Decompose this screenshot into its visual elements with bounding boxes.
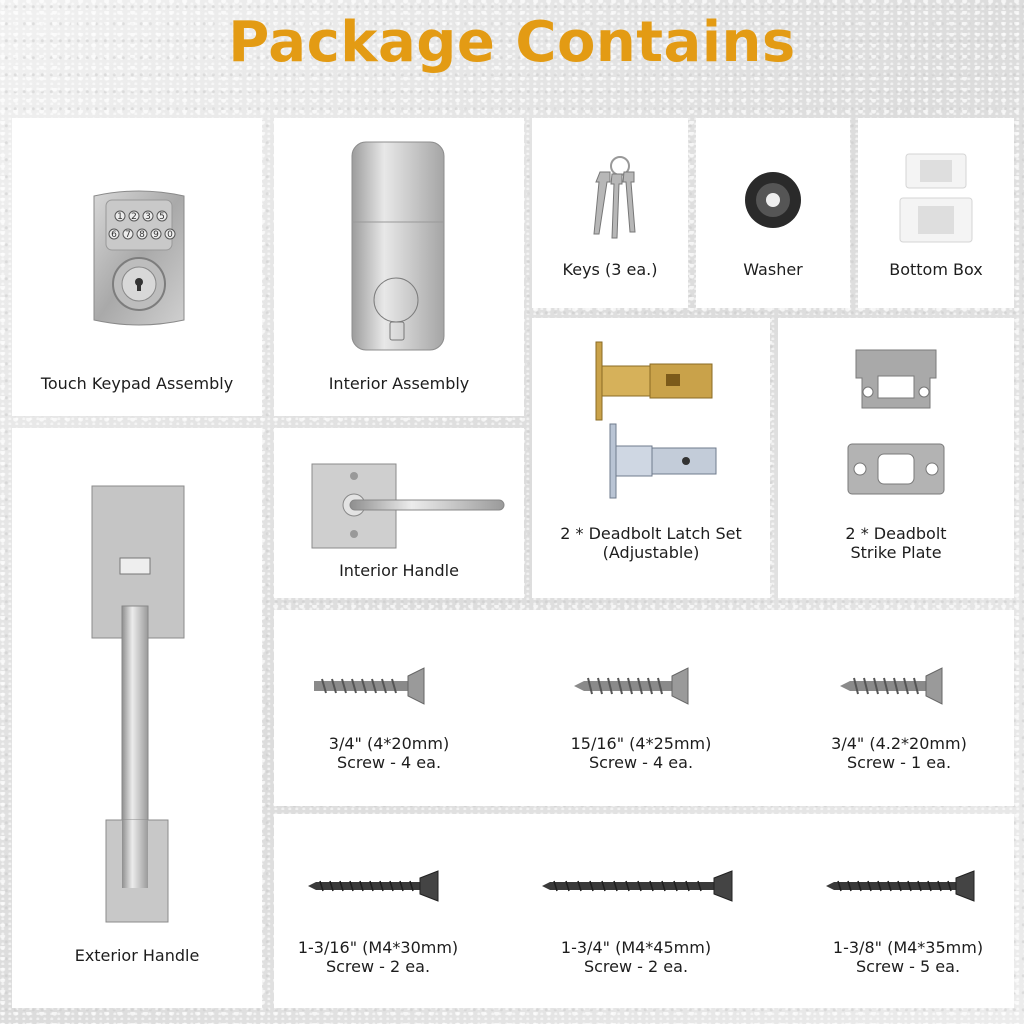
screw-m4x30-size: 1-3/16" (M4*30mm) [297, 938, 459, 957]
keys-image [580, 154, 642, 240]
latch-card [532, 318, 770, 598]
interior-assembly-card [274, 118, 524, 416]
interior-assembly-image [350, 140, 446, 352]
page-title: Package Contains [228, 10, 796, 75]
bottom-box-label: Bottom Box [889, 260, 983, 279]
screw-m4x35-image [826, 870, 976, 902]
exterior-handle-card [12, 428, 262, 1008]
svg-text:7: 7 [125, 230, 131, 240]
screw-4.2x20-size: 3/4" (4.2*20mm) [831, 734, 967, 753]
keypad-image [84, 188, 194, 328]
interior-handle-image [310, 462, 506, 550]
svg-text:6: 6 [111, 230, 117, 240]
interior-handle-card [274, 428, 524, 598]
strike-card [778, 318, 1014, 598]
strike-image [846, 348, 946, 498]
screw-m4x30-image [308, 870, 440, 902]
interior-handle-label: Interior Handle [339, 561, 459, 580]
latch-label-line1: 2 * Deadbolt Latch Set [560, 524, 742, 543]
keys-card [532, 118, 688, 308]
strike-label-line1: 2 * Deadbolt [845, 524, 947, 543]
screw-m4x35-size: 1-3/8" (M4*35mm) [832, 938, 984, 957]
interior-assembly-label: Interior Assembly [328, 374, 470, 393]
washer-image [743, 170, 803, 230]
screws-row1-card [274, 610, 1014, 806]
screw-m4x35-qty: Screw - 5 ea. [855, 957, 961, 976]
bottom-box-image [898, 152, 974, 244]
screw-4x20-qty: Screw - 4 ea. [336, 753, 442, 772]
exterior-handle-image [90, 484, 186, 924]
strike-label-line2: Strike Plate [850, 543, 942, 562]
screw-4.2x20-qty: Screw - 1 ea. [846, 753, 952, 772]
screw-m4x30-qty: Screw - 2 ea. [325, 957, 431, 976]
screw-m4x45-size: 1-3/4" (M4*45mm) [560, 938, 712, 957]
latch-image [582, 340, 722, 500]
washer-card [696, 118, 850, 308]
screw-m4x45-image [542, 870, 734, 902]
screw-m4x45-qty: Screw - 2 ea. [583, 957, 689, 976]
svg-text:3: 3 [145, 212, 151, 222]
bottom-box-card [858, 118, 1014, 308]
screw-4x20-image [314, 666, 426, 706]
exterior-handle-label: Exterior Handle [74, 946, 200, 965]
svg-text:5: 5 [159, 212, 165, 222]
keypad-label: Touch Keypad Assembly [40, 374, 234, 393]
svg-text:2: 2 [131, 212, 137, 222]
latch-label-line2: (Adjustable) [602, 543, 700, 562]
screw-4.2x20-image [840, 666, 944, 706]
screw-4x25-size: 15/16" (4*25mm) [570, 734, 712, 753]
svg-text:9: 9 [153, 230, 159, 240]
keypad-card [12, 118, 262, 416]
svg-text:1: 1 [117, 212, 123, 222]
svg-text:0: 0 [167, 230, 173, 240]
screw-4x25-qty: Screw - 4 ea. [588, 753, 694, 772]
keys-label: Keys (3 ea.) [562, 260, 658, 279]
svg-text:8: 8 [139, 230, 145, 240]
washer-label: Washer [743, 260, 803, 279]
screws-row2-card [274, 814, 1014, 1008]
screw-4x25-image [574, 666, 690, 706]
screw-4x20-size: 3/4" (4*20mm) [328, 734, 450, 753]
